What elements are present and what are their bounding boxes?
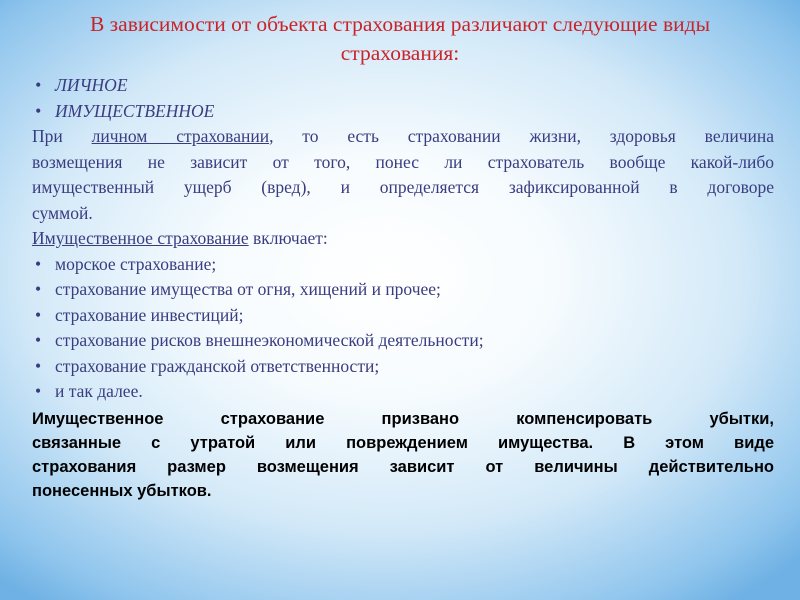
paragraph-line: При личном страховании, то есть страховании жизни, здоровья величина	[32, 126, 775, 146]
personal-insurance-paragraph	[32, 124, 774, 226]
summary-line: понесенных убытков.	[32, 481, 212, 500]
paragraph-line: суммой.	[32, 202, 93, 223]
summary-line: связанные с утратой или повреждением имущества. В этом виде	[32, 433, 774, 452]
personal-insurance-term: личном страховании	[91, 126, 270, 146]
property-item: • страхование инвестиций;	[32, 303, 774, 329]
summary-line: страхования размер возмещения зависит от величины действительно	[32, 457, 774, 476]
slide-title: В зависимости от объекта страхования различают следующие виды страхования:	[89, 12, 711, 65]
property-item: • и так далее.	[32, 379, 774, 405]
property-item: • страхование рисков внешнеэкономической деятельности;	[32, 328, 774, 354]
property-insurance-intro: Имущественное страхование включает:	[32, 228, 328, 248]
paragraph-line: возмещения не зависит от того, понес ли страхователь вообще какой-либо	[32, 151, 774, 172]
property-item: • страхование гражданской ответственности;	[32, 354, 774, 380]
property-item: • морское страхование;	[32, 252, 774, 278]
type-item-personal: • ЛИЧНОЕ	[32, 73, 774, 99]
property-item: • страхование имущества от огня, хищений и прочее;	[32, 277, 774, 303]
type-item-property: • ИМУЩЕСТВЕННОЕ	[32, 99, 774, 125]
paragraph-line: имущественный ущерб (вред), и определяется зафиксированной в договоре	[32, 177, 774, 197]
property-insurance-term: Имущественное страхование	[32, 228, 249, 248]
summary-line: Имущественное страхование призвано компенсировать убытки,	[32, 409, 774, 428]
summary-paragraph	[32, 407, 774, 503]
slide-body	[32, 73, 774, 503]
